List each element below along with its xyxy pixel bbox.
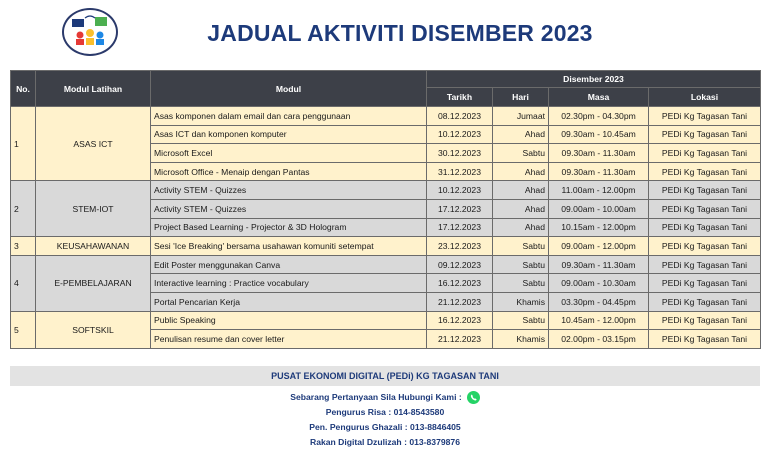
cell-hari: Khamis [493, 330, 549, 349]
cell-masa: 10.45am - 12.00pm [549, 311, 649, 330]
cell-tarikh: 17.12.2023 [427, 218, 493, 237]
group-module-name: KEUSAHAWANAN [36, 237, 151, 256]
cell-hari: Ahad [493, 125, 549, 144]
table-row [11, 311, 761, 330]
group-number: 2 [11, 181, 36, 237]
whatsapp-icon [467, 391, 480, 404]
cell-modul: Sesi 'Ice Breaking' bersama usahawan komuniti setempat [151, 237, 427, 256]
schedule-body [11, 107, 761, 349]
cell-tarikh: 16.12.2023 [427, 311, 493, 330]
cell-lokasi: PEDi Kg Tagasan Tani [649, 181, 761, 200]
cell-masa: 09.00am - 12.00pm [549, 237, 649, 256]
cell-tarikh: 09.12.2023 [427, 255, 493, 274]
cell-masa: 09.00am - 10.30am [549, 274, 649, 293]
cell-tarikh: 21.12.2023 [427, 330, 493, 349]
cell-hari: Sabtu [493, 274, 549, 293]
pedi-logo [62, 8, 118, 56]
header-tarikh: Tarikh [427, 88, 493, 107]
group-number: 3 [11, 237, 36, 256]
cell-masa: 11.00am - 12.00pm [549, 181, 649, 200]
cell-tarikh: 10.12.2023 [427, 125, 493, 144]
cell-modul: Activity STEM - Quizzes [151, 181, 427, 200]
cell-lokasi: PEDi Kg Tagasan Tani [649, 218, 761, 237]
cell-hari: Jumaat [493, 107, 549, 126]
cell-modul: Activity STEM - Quizzes [151, 199, 427, 218]
header-hari: Hari [493, 88, 549, 107]
cell-modul: Edit Poster menggunakan Canva [151, 255, 427, 274]
contact-dzulizah: Rakan Digital Dzulizah : 013-8379876 [310, 437, 460, 447]
cell-lokasi: PEDi Kg Tagasan Tani [649, 311, 761, 330]
cell-tarikh: 21.12.2023 [427, 292, 493, 311]
group-module-name: ASAS ICT [36, 107, 151, 181]
cell-hari: Sabtu [493, 144, 549, 163]
cell-modul: Portal Pencarian Kerja [151, 292, 427, 311]
cell-masa: 02.30pm - 04.30pm [549, 107, 649, 126]
schedule-table [10, 70, 761, 349]
cell-lokasi: PEDi Kg Tagasan Tani [649, 274, 761, 293]
cell-lokasi: PEDi Kg Tagasan Tani [649, 255, 761, 274]
group-module-name: SOFTSKIL [36, 311, 151, 348]
cell-lokasi: PEDi Kg Tagasan Tani [649, 292, 761, 311]
cell-modul: Penulisan resume dan cover letter [151, 330, 427, 349]
cell-modul: Asas ICT dan komponen komputer [151, 125, 427, 144]
cell-tarikh: 31.12.2023 [427, 162, 493, 181]
group-number: 1 [11, 107, 36, 181]
header-masa: Masa [549, 88, 649, 107]
cell-tarikh: 08.12.2023 [427, 107, 493, 126]
group-module-name: E-PEMBELAJARAN [36, 255, 151, 311]
cell-masa: 10.15am - 12.00pm [549, 218, 649, 237]
cell-modul: Microsoft Excel [151, 144, 427, 163]
table-row [11, 181, 761, 200]
header-lokasi: Lokasi [649, 88, 761, 107]
cell-tarikh: 16.12.2023 [427, 274, 493, 293]
cell-modul: Public Speaking [151, 311, 427, 330]
cell-tarikh: 17.12.2023 [427, 199, 493, 218]
group-number: 5 [11, 311, 36, 348]
cell-masa: 09.00am - 10.00am [549, 199, 649, 218]
cell-lokasi: PEDi Kg Tagasan Tani [649, 199, 761, 218]
header-modul-latihan: Modul Latihan [36, 71, 151, 107]
cell-masa: 09.30am - 10.45am [549, 125, 649, 144]
cell-hari: Ahad [493, 181, 549, 200]
group-number: 4 [11, 255, 36, 311]
cell-hari: Sabtu [493, 255, 549, 274]
cell-masa: 02.00pm - 03.15pm [549, 330, 649, 349]
cell-modul: Interactive learning : Practice vocabulary [151, 274, 427, 293]
group-module-name: STEM-IOT [36, 181, 151, 237]
table-row [11, 237, 761, 256]
cell-hari: Ahad [493, 218, 549, 237]
logo-graphic [67, 13, 113, 51]
table-row [11, 107, 761, 126]
cell-masa: 09.30am - 11.30am [549, 144, 649, 163]
footer-organization: PUSAT EKONOMI DIGITAL (PEDi) KG TAGASAN TANI [10, 366, 760, 386]
cell-modul: Project Based Learning - Projector & 3D Hologram [151, 218, 427, 237]
cell-lokasi: PEDi Kg Tagasan Tani [649, 237, 761, 256]
header-period: Disember 2023 [427, 71, 761, 88]
table-row [11, 255, 761, 274]
contact-intro: Sebarang Pertanyaan Sila Hubungi Kami : [290, 391, 462, 402]
cell-hari: Sabtu [493, 311, 549, 330]
cell-modul: Asas komponen dalam email dan cara penggunaan [151, 107, 427, 126]
cell-lokasi: PEDi Kg Tagasan Tani [649, 107, 761, 126]
cell-lokasi: PEDi Kg Tagasan Tani [649, 144, 761, 163]
cell-tarikh: 10.12.2023 [427, 181, 493, 200]
cell-hari: Ahad [493, 199, 549, 218]
contact-ghazali: Pen. Pengurus Ghazali : 013-8846405 [309, 422, 461, 432]
cell-tarikh: 30.12.2023 [427, 144, 493, 163]
header-no: No. [11, 71, 36, 107]
cell-hari: Sabtu [493, 237, 549, 256]
cell-masa: 03.30pm - 04.45pm [549, 292, 649, 311]
cell-modul: Microsoft Office - Menaip dengan Pantas [151, 162, 427, 181]
cell-masa: 09.30am - 11.30am [549, 162, 649, 181]
cell-lokasi: PEDi Kg Tagasan Tani [649, 330, 761, 349]
header-modul: Modul [151, 71, 427, 107]
contact-risa: Pengurus Risa : 014-8543580 [325, 407, 445, 417]
cell-hari: Ahad [493, 162, 549, 181]
cell-lokasi: PEDi Kg Tagasan Tani [649, 125, 761, 144]
cell-hari: Khamis [493, 292, 549, 311]
contact-intro-line [220, 391, 550, 404]
page-title: JADUAL AKTIVITI DISEMBER 2023 [207, 20, 593, 46]
cell-tarikh: 23.12.2023 [427, 237, 493, 256]
cell-lokasi: PEDi Kg Tagasan Tani [649, 162, 761, 181]
cell-masa: 09.30am - 11.30am [549, 255, 649, 274]
